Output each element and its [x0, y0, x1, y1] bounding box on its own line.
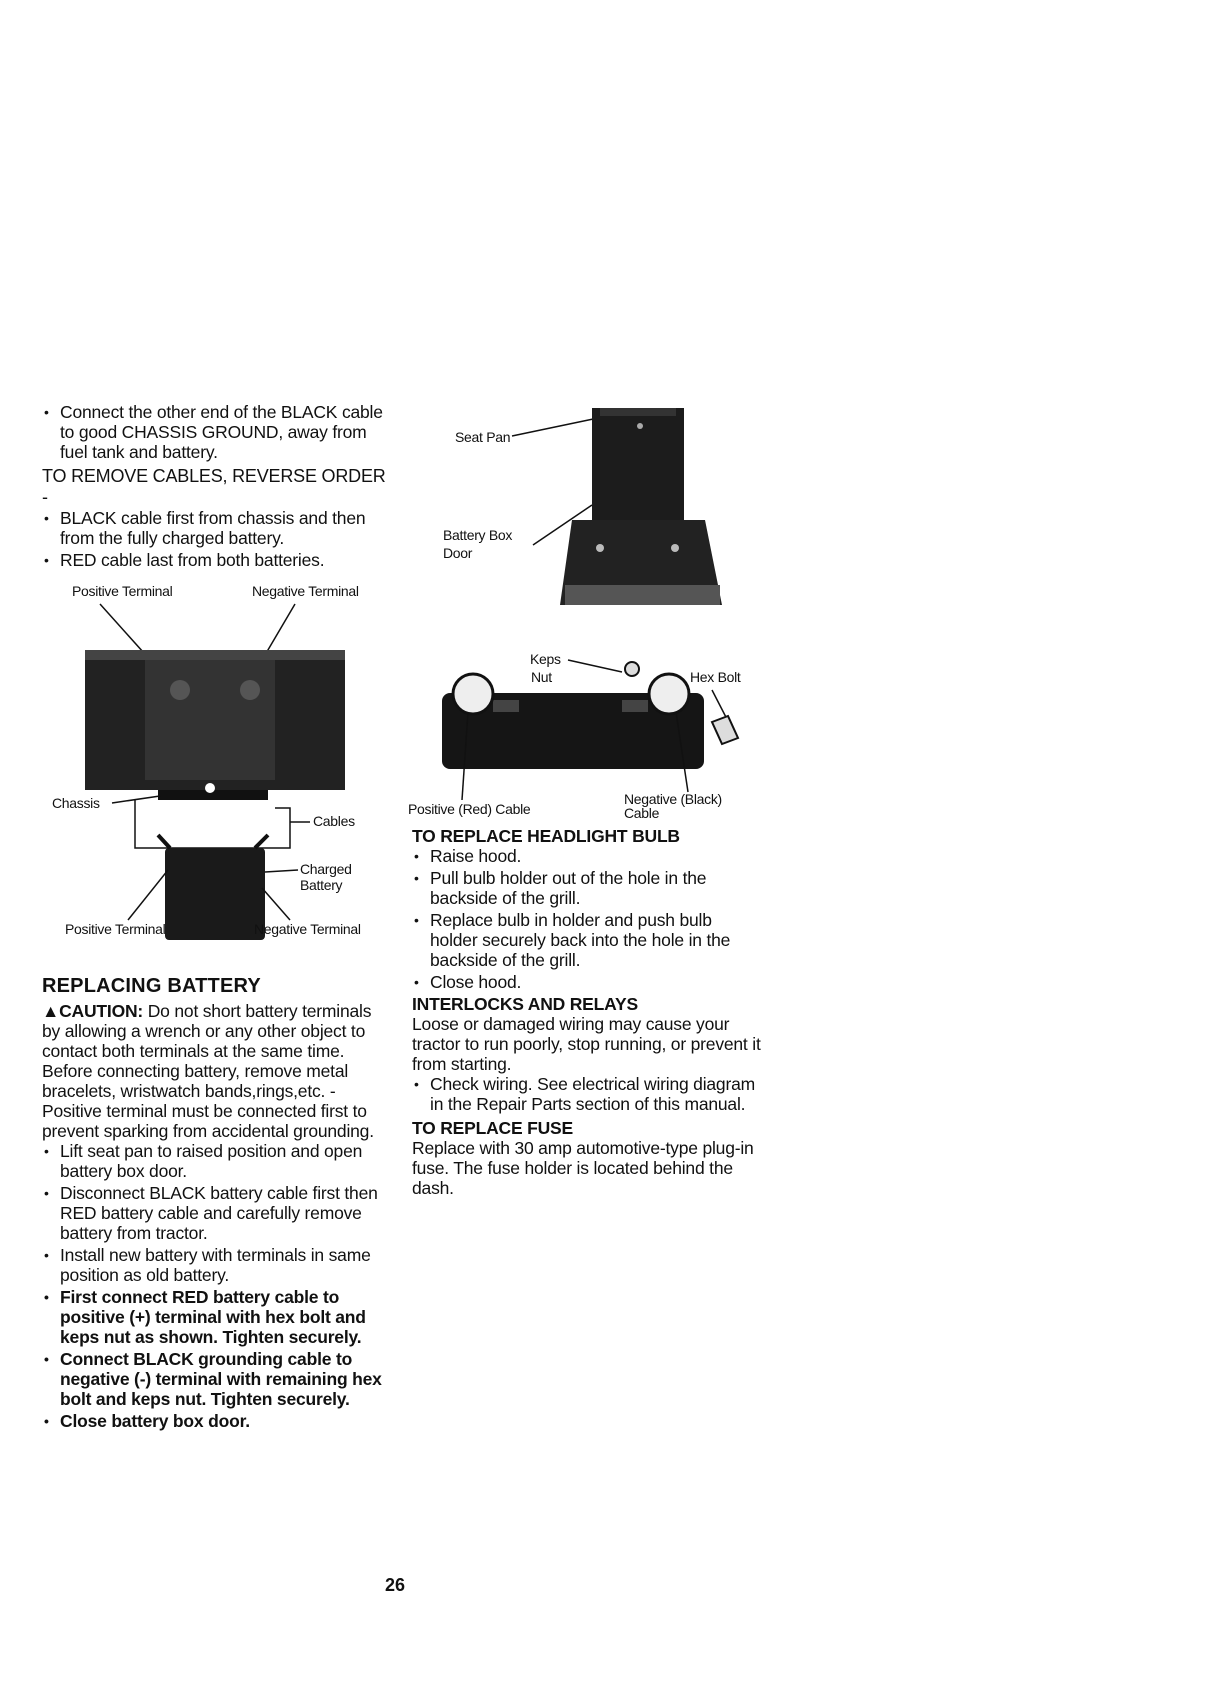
label-door: Door	[443, 545, 473, 561]
battery-terminals-illustration	[0, 0, 760, 800]
interlocks-heading: INTERLOCKS AND RELAYS	[412, 994, 638, 1014]
label-negative-black: Negative (Black)	[624, 791, 722, 807]
list-item: • Close battery box door.	[42, 1411, 392, 1431]
list-item: • Check wiring. See electrical wiring diagram in the Repair Parts section of this manual.	[412, 1074, 762, 1114]
label-negative-terminal-top: Negative Terminal	[252, 583, 359, 599]
right-column	[412, 826, 762, 1198]
page-number: 26	[385, 1575, 406, 1595]
interlocks-text: Loose or damaged wiring may cause your tractor to run poorly, stop running, or prevent it from starting.	[412, 1014, 761, 1074]
list-item: • Connect BLACK grounding cable to negative (-) terminal with remaining hex bolt and keps nut. Tighten securely.	[42, 1349, 392, 1409]
caution-paragraph	[42, 1001, 392, 1101]
caution-label: ▲CAUTION:	[42, 1001, 144, 1021]
list-item: • Lift seat pan to raised position and open battery box door.	[42, 1141, 392, 1181]
label-cables: Cables	[313, 813, 355, 829]
list-item: • Connect the other end of the BLACK cable to good CHASSIS GROUND, away from fuel tank and battery.	[42, 402, 392, 462]
label-positive-terminal-top: Positive Terminal	[72, 583, 173, 599]
headlight-heading: TO REPLACE HEADLIGHT BULB	[412, 826, 680, 846]
positive-note: Positive terminal must be connected first to prevent sparking from accidental grounding.	[42, 1101, 374, 1141]
label-battery: Battery	[300, 877, 343, 893]
list-item: • RED cable last from both batteries.	[42, 550, 392, 570]
list-item: • Install new battery with terminals in same position as old battery.	[42, 1245, 392, 1285]
label-positive-terminal-bottom: Positive Terminal	[65, 921, 166, 937]
label-chassis: Chassis	[52, 795, 100, 811]
list-item: • BLACK cable first from chassis and then from the fully charged battery.	[42, 508, 392, 548]
label-seat-pan: Seat Pan	[455, 429, 511, 445]
label-hex-bolt: Hex Bolt	[690, 669, 741, 685]
label-battery-box: Battery Box	[443, 527, 513, 543]
list-item: • First connect RED battery cable to positive (+) terminal with hex bolt and keps nut as shown. Tighten securely.	[42, 1287, 392, 1347]
label-charged: Charged	[300, 861, 352, 877]
label-negative-terminal-bottom: Negative Terminal	[254, 921, 361, 937]
label-positive-red-cable: Positive (Red) Cable	[408, 801, 531, 817]
list-item: • Raise hood.	[412, 846, 762, 866]
replacing-battery-heading: REPLACING BATTERY	[42, 975, 261, 997]
list-item: • Disconnect BLACK battery cable first then RED battery cable and carefully remove battery from tractor.	[42, 1183, 392, 1243]
label-keps: Keps	[530, 651, 561, 667]
remove-cables-heading: TO REMOVE CABLES, REVERSE ORDER -	[42, 466, 386, 507]
left-column-bottom	[42, 966, 392, 1433]
fuse-heading: TO REPLACE FUSE	[412, 1118, 574, 1138]
list-item: • Replace bulb in holder and push bulb holder securely back into the hole in the backside of the grill.	[412, 910, 762, 970]
list-item: • Close hood.	[412, 972, 762, 992]
label-nut: Nut	[531, 669, 552, 685]
list-item: • Pull bulb holder out of the hole in the backside of the grill.	[412, 868, 762, 908]
label-cable: Cable	[624, 805, 660, 821]
caution-text: Do not short battery terminals by allowing a wrench or any other object to contact both terminals at the same time. Before connecting battery, remove metal bracelets, wristwatch bands,rings,etc. -	[42, 1001, 372, 1101]
fuse-text: Replace with 30 amp automotive-type plug-in fuse. The fuse holder is located behind the dash.	[412, 1138, 754, 1198]
